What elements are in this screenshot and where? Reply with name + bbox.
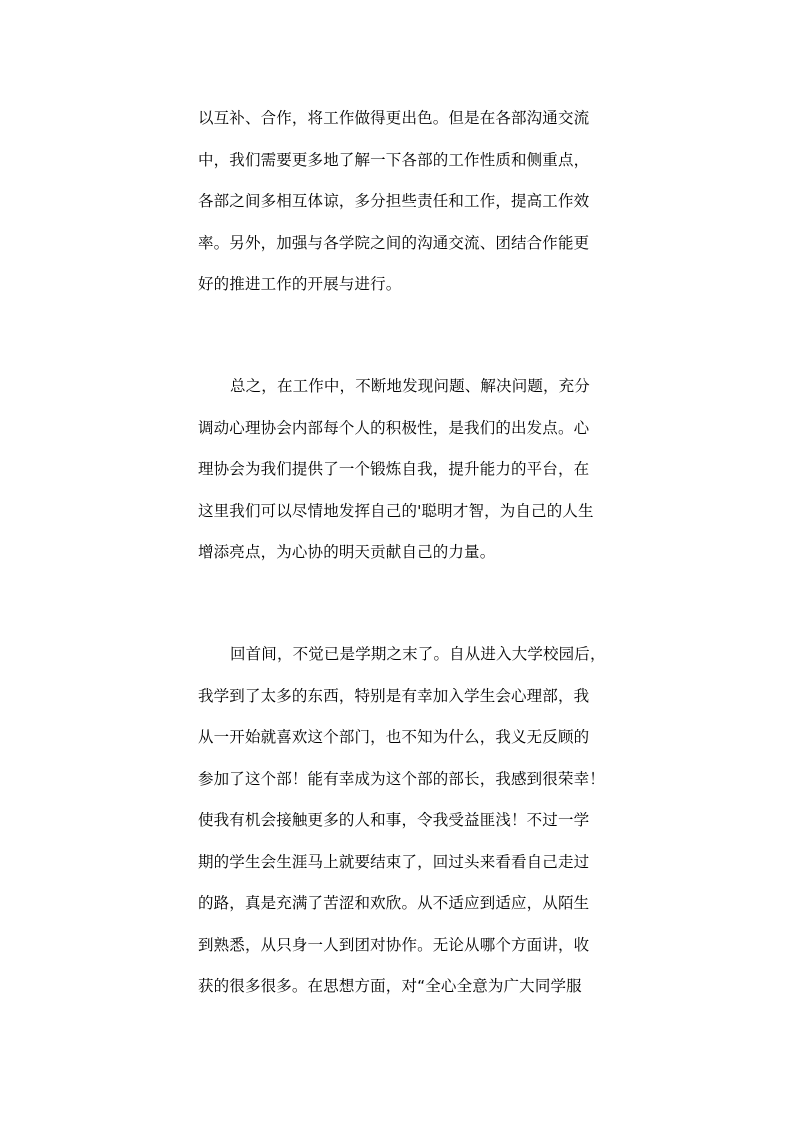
paragraph-3-line-2: 我学到了太多的东西，特别是有幸加入学生会心理部，我	[198, 687, 590, 705]
paragraph-3-line-3: 从一开始就喜欢这个部门，也不知为什么，我义无反顾的	[198, 728, 590, 746]
paragraph-3-line-5: 使我有机会接触更多的人和事，令我受益匪浅！不过一学	[198, 811, 590, 829]
paragraph-1-line-5: 好的推进工作的开展与进行。	[198, 275, 402, 293]
paragraph-2-line-1: 总之，在工作中，不断地发现问题、解决问题，充分	[230, 377, 590, 395]
paragraph-3-line-7: 的路，真是充满了苦涩和欢欣。从不适应到适应，从陌生	[198, 894, 590, 912]
paragraph-2-line-4: 这里我们可以尽情地发挥自己的'聪明才智，为自己的人生	[198, 502, 594, 520]
paragraph-1-line-2: 中，我们需要更多地了解一下各部的工作性质和侧重点，	[198, 151, 590, 169]
paragraph-2-line-2: 调动心理协会内部每个人的积极性，是我们的出发点。心	[198, 419, 590, 437]
paragraph-1-line-1: 以互补、合作，将工作做得更出色。但是在各部沟通交流	[198, 109, 590, 127]
paragraph-2-line-5: 增添亮点，为心协的明天贡献自己的力量。	[198, 543, 496, 561]
paragraph-3-line-9: 获的很多很多。在思想方面，对“全心全意为广大同学服	[198, 977, 582, 995]
paragraph-3-line-6: 期的学生会生涯马上就要结束了，回过头来看看自己走过	[198, 853, 590, 871]
paragraph-3-line-1: 回首间，不觉已是学期之末了。自从进入大学校园后，	[230, 645, 606, 663]
paragraph-1-line-4: 率。另外，加强与各学院之间的沟通交流、团结合作能更	[198, 234, 590, 252]
paragraph-2-line-3: 理协会为我们提供了一个锻炼自我，提升能力的平台，在	[198, 460, 590, 478]
paragraph-3-line-8: 到熟悉，从只身一人到团对协作。无论从哪个方面讲，收	[198, 936, 590, 954]
paragraph-3-line-4: 参加了这个部！能有幸成为这个部的部长，我感到很荣幸！	[198, 770, 605, 788]
paragraph-1-line-3: 各部之间多相互体谅，多分担些责任和工作，提高工作效	[198, 192, 590, 210]
